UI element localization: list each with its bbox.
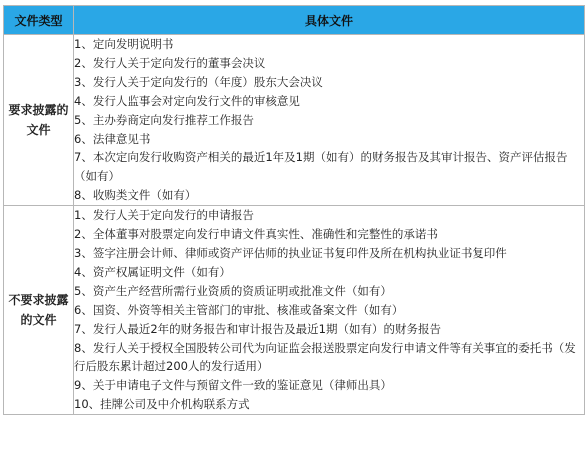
table-header-row	[4, 6, 585, 35]
list-item: 5、资产生产经营所需行业资质的资质证明或批准文件（如有）	[74, 283, 392, 298]
list-item: 8、发行人关于授权全国股转公司代为向证监会报送股票定向发行申请文件等有关事宜的委托书（发行后股东累计超过200人的发行适用）	[74, 340, 576, 374]
list-item: 7、发行人最近2年的财务报告和审计报告及最近1期（如有）的财务报告	[74, 321, 441, 336]
required-files-cell	[74, 35, 585, 206]
document-container	[3, 5, 584, 415]
list-item: 3、发行人关于定向发行的（年度）股东大会决议	[74, 74, 323, 89]
list-item: 4、发行人监事会对定向发行文件的审核意见	[74, 93, 300, 108]
list-item: 4、资产权属证明文件（如有）	[74, 264, 231, 279]
list-item: 6、国资、外资等相关主管部门的审批、核准或备案文件（如有）	[74, 302, 404, 317]
file-type-not-required-cell: 不要求披露的文件	[4, 206, 74, 415]
list-item: 6、法律意见书	[74, 131, 151, 146]
list-item: 2、全体董事对股票定向发行申请文件真实性、准确性和完整性的承诺书	[74, 227, 438, 242]
list-item: 8、收购类文件（如有）	[74, 188, 197, 203]
list-item: 9、关于申请电子文件与预留文件一致的鉴证意见（律师出具）	[74, 378, 392, 393]
disclosure-files-table	[3, 5, 585, 415]
list-item: 3、签字注册会计师、律师或资产评估师的执业证书复印件及所在机构执业证书复印件	[74, 245, 507, 260]
list-item: 5、主办券商定向发行推荐工作报告	[74, 112, 254, 127]
file-type-required-cell: 要求披露的文件	[4, 35, 74, 206]
list-item: 2、发行人关于定向发行的董事会决议	[74, 55, 266, 70]
table-row-required	[4, 35, 585, 206]
not-required-files-cell	[74, 206, 585, 415]
list-item: 7、本次定向发行收购资产相关的最近1年及1期（如有）的财务报告及其审计报告、资产评估报告（如有）	[74, 150, 568, 184]
header-specific-files: 具体文件	[74, 6, 585, 35]
list-item: 10、挂牌公司及中介机构联系方式	[74, 397, 250, 412]
header-file-type: 文件类型	[4, 6, 74, 35]
table-row-not-required	[4, 206, 585, 415]
list-item: 1、定向发明说明书	[74, 37, 174, 51]
list-item: 1、发行人关于定向发行的申请报告	[74, 208, 254, 223]
